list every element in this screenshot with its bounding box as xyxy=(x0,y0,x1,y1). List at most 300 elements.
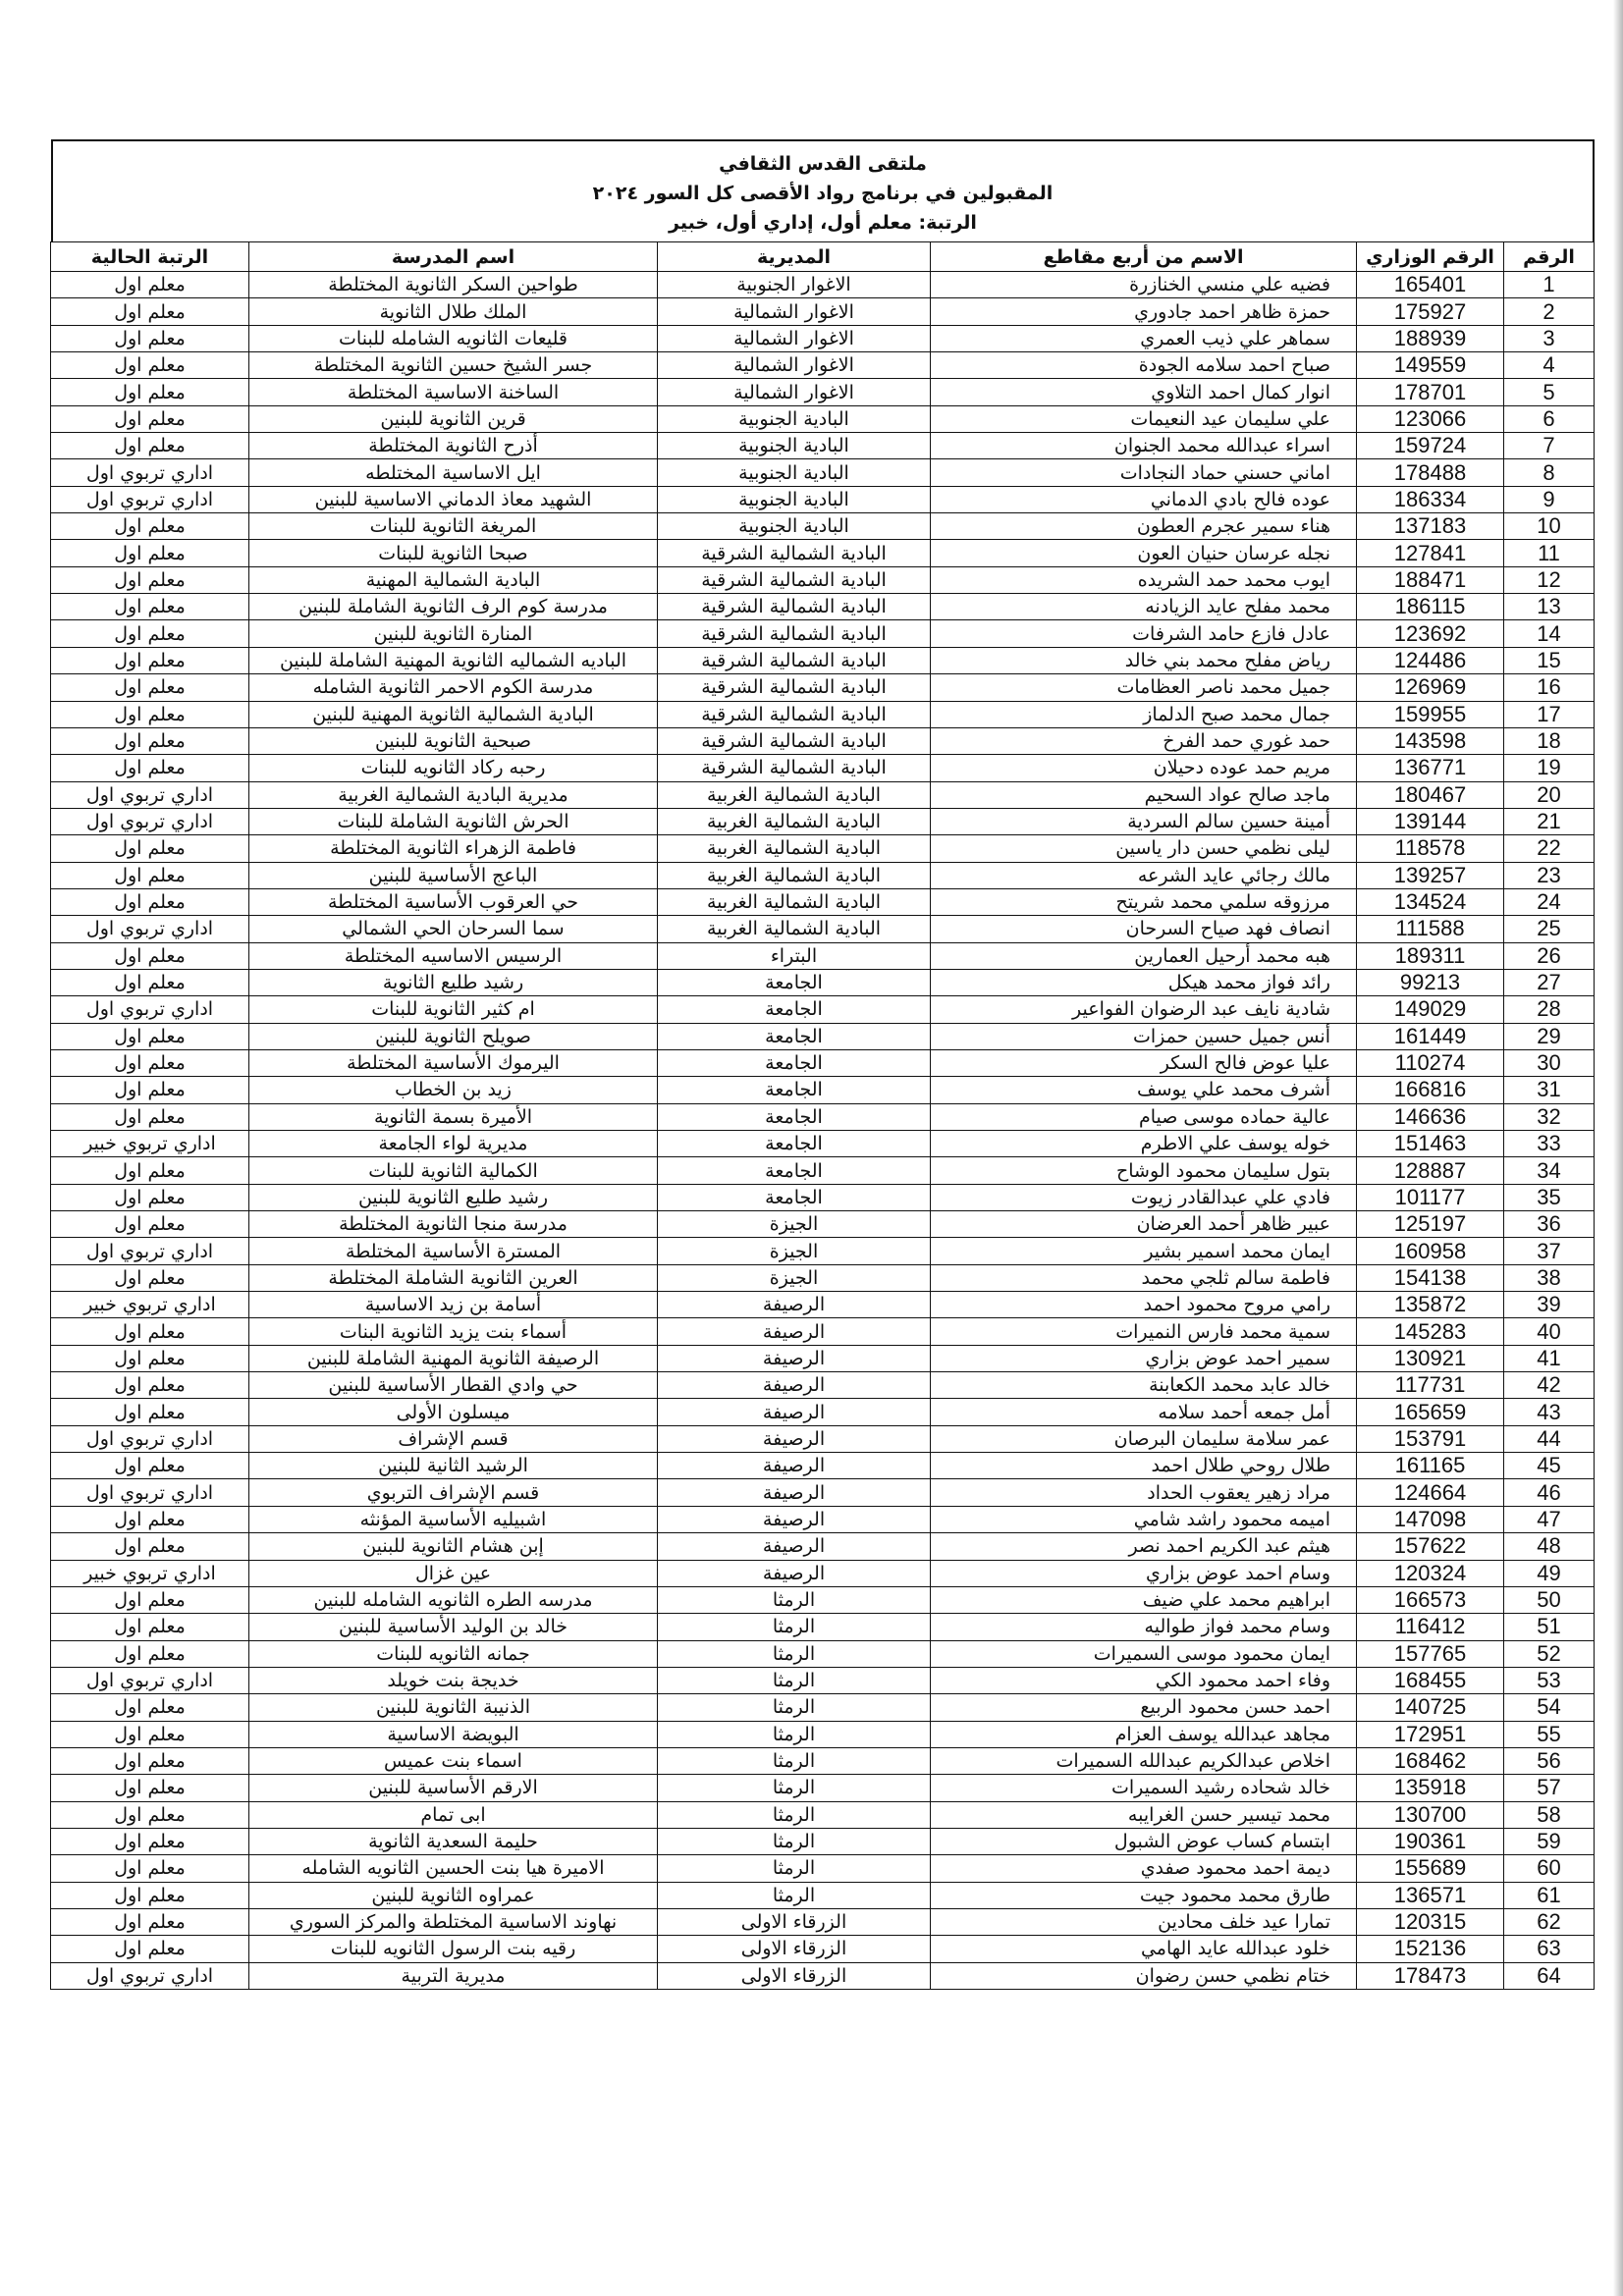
cell-name: انوار كمال احمد التلاوي xyxy=(931,379,1357,405)
cell-num: 11 xyxy=(1504,540,1595,566)
cell-directorate: الرمثا xyxy=(658,1614,931,1640)
cell-num: 19 xyxy=(1504,755,1595,781)
cell-directorate: الرمثا xyxy=(658,1586,931,1613)
cell-num: 40 xyxy=(1504,1318,1595,1345)
cell-directorate: الرمثا xyxy=(658,1747,931,1774)
table-row xyxy=(51,1425,1595,1452)
cell-name: عوده فالح بادي الدماني xyxy=(931,486,1357,512)
table-row xyxy=(51,594,1595,620)
cell-rank: معلم اول xyxy=(51,1721,249,1747)
table-row xyxy=(51,942,1595,969)
cell-directorate: البادية الشمالية الشرقية xyxy=(658,674,931,701)
cell-name: عليا عوض فالح السكر xyxy=(931,1049,1357,1076)
table-row xyxy=(51,1775,1595,1801)
table-row xyxy=(51,325,1595,351)
cell-num: 44 xyxy=(1504,1425,1595,1452)
table-row xyxy=(51,1049,1595,1076)
cell-num: 47 xyxy=(1504,1506,1595,1532)
cell-directorate: الرمثا xyxy=(658,1694,931,1721)
cell-directorate: البادية الجنوبية xyxy=(658,405,931,432)
cell-school: اشبيليه الأساسية المؤنثه xyxy=(249,1506,658,1532)
cell-num: 59 xyxy=(1504,1828,1595,1854)
cell-name: انصاف فهد صياح السرحان xyxy=(931,916,1357,942)
cell-school: حي العرقوب الأساسية المختلطة xyxy=(249,888,658,915)
table-row xyxy=(51,1453,1595,1479)
cell-num: 37 xyxy=(1504,1238,1595,1264)
cell-rank: معلم اول xyxy=(51,352,249,379)
cell-num: 54 xyxy=(1504,1694,1595,1721)
cell-school: المسترة الأساسية المختلطة xyxy=(249,1238,658,1264)
cell-num: 64 xyxy=(1504,1962,1595,1989)
cell-num: 31 xyxy=(1504,1077,1595,1103)
cell-rank: اداري تربوي اول xyxy=(51,486,249,512)
cell-ministry-id: 118578 xyxy=(1357,835,1504,862)
table-row xyxy=(51,1614,1595,1640)
cell-school: جسر الشيخ حسين الثانوية المختلطة xyxy=(249,352,658,379)
cell-ministry-id: 161449 xyxy=(1357,1023,1504,1049)
table-row xyxy=(51,1908,1595,1935)
cell-ministry-id: 130921 xyxy=(1357,1345,1504,1371)
cell-ministry-id: 143598 xyxy=(1357,727,1504,754)
cell-school: صبحا الثانوية للبنات xyxy=(249,540,658,566)
cell-rank: اداري تربوي خبير xyxy=(51,1131,249,1157)
cell-school: حي وادي القطار الأساسية للبنين xyxy=(249,1372,658,1399)
cell-directorate: البادية الجنوبية xyxy=(658,486,931,512)
cell-school: الكمالية الثانوية للبنات xyxy=(249,1157,658,1184)
cell-directorate: البادية الشمالية الغربية xyxy=(658,835,931,862)
cell-ministry-id: 186334 xyxy=(1357,486,1504,512)
cell-directorate: البادية الشمالية الشرقية xyxy=(658,540,931,566)
cell-rank: اداري تربوي اول xyxy=(51,1962,249,1989)
cell-rank: معلم اول xyxy=(51,1801,249,1828)
cell-rank: معلم اول xyxy=(51,1640,249,1667)
cell-num: 15 xyxy=(1504,647,1595,673)
cell-directorate: الرمثا xyxy=(658,1828,931,1854)
cell-rank: معلم اول xyxy=(51,1882,249,1908)
cell-school: العرين الثانوية الشاملة المختلطة xyxy=(249,1264,658,1291)
cell-ministry-id: 130700 xyxy=(1357,1801,1504,1828)
cell-directorate: البادية الجنوبية xyxy=(658,433,931,459)
cell-directorate: البادية الشمالية الشرقية xyxy=(658,566,931,593)
cell-ministry-id: 120315 xyxy=(1357,1908,1504,1935)
cell-directorate: البادية الشمالية الشرقية xyxy=(658,755,931,781)
cell-directorate: الاغوار الشمالية xyxy=(658,379,931,405)
cell-school: عمراوه الثانوية للبنين xyxy=(249,1882,658,1908)
cell-name: مجاهد عبدالله يوسف العزام xyxy=(931,1721,1357,1747)
cell-directorate: الرمثا xyxy=(658,1855,931,1882)
cell-ministry-id: 99213 xyxy=(1357,969,1504,995)
cell-school: ابى تمام xyxy=(249,1801,658,1828)
table-row xyxy=(51,1318,1595,1345)
cell-school: ام كثير الثانوية للبنات xyxy=(249,996,658,1023)
cell-ministry-id: 155689 xyxy=(1357,1855,1504,1882)
cell-ministry-id: 127841 xyxy=(1357,540,1504,566)
cell-ministry-id: 159724 xyxy=(1357,433,1504,459)
cell-name: اسراء عبدالله محمد الجنوان xyxy=(931,433,1357,459)
table-row xyxy=(51,1721,1595,1747)
cell-name: جميل محمد ناصر العظامات xyxy=(931,674,1357,701)
cell-num: 36 xyxy=(1504,1211,1595,1238)
table-row xyxy=(51,1560,1595,1586)
cell-num: 26 xyxy=(1504,942,1595,969)
table-row xyxy=(51,1131,1595,1157)
cell-rank: معلم اول xyxy=(51,1506,249,1532)
cell-num: 5 xyxy=(1504,379,1595,405)
cell-num: 25 xyxy=(1504,916,1595,942)
cell-num: 63 xyxy=(1504,1936,1595,1962)
cell-ministry-id: 188939 xyxy=(1357,325,1504,351)
cell-directorate: الزرقاء الاولى xyxy=(658,1936,931,1962)
table-row xyxy=(51,1292,1595,1318)
cell-name: ماجد صالح عواد السحيم xyxy=(931,781,1357,808)
cell-school: الساخنة الاساسية المختلطة xyxy=(249,379,658,405)
cell-rank: معلم اول xyxy=(51,272,249,298)
table-row xyxy=(51,1882,1595,1908)
cell-school: مدرسه الطره الثانويه الشامله للبنين xyxy=(249,1586,658,1613)
table-row xyxy=(51,513,1595,540)
cell-school: خديجة بنت خويلد xyxy=(249,1667,658,1693)
cell-num: 50 xyxy=(1504,1586,1595,1613)
cell-num: 16 xyxy=(1504,674,1595,701)
table-row xyxy=(51,727,1595,754)
cell-num: 6 xyxy=(1504,405,1595,432)
cell-directorate: الرصيفة xyxy=(658,1560,931,1586)
cell-name: عالية حماده موسى صيام xyxy=(931,1103,1357,1130)
cell-rank: معلم اول xyxy=(51,1694,249,1721)
cell-directorate: الرمثا xyxy=(658,1882,931,1908)
cell-school: صبحية الثانوية للبنين xyxy=(249,727,658,754)
cell-name: ابتسام كساب عوض الشبول xyxy=(931,1828,1357,1854)
cell-rank: اداري تربوي اول xyxy=(51,781,249,808)
cell-name: اخلاص عبدالكريم عبدالله السميرات xyxy=(931,1747,1357,1774)
cell-name: ابراهيم محمد علي ضيف xyxy=(931,1586,1357,1613)
cell-directorate: الجامعة xyxy=(658,1157,931,1184)
cell-rank: معلم اول xyxy=(51,647,249,673)
cell-num: 33 xyxy=(1504,1131,1595,1157)
cell-ministry-id: 145283 xyxy=(1357,1318,1504,1345)
cell-ministry-id: 120324 xyxy=(1357,1560,1504,1586)
cell-name: خالد شحاده رشيد السميرات xyxy=(931,1775,1357,1801)
cell-rank: معلم اول xyxy=(51,379,249,405)
cell-ministry-id: 165659 xyxy=(1357,1399,1504,1425)
cell-ministry-id: 159955 xyxy=(1357,701,1504,727)
accepted-table xyxy=(50,241,1595,1990)
cell-school: مدرسة كوم الرف الثانوية الشاملة للبنين xyxy=(249,594,658,620)
table-row xyxy=(51,1962,1595,1989)
cell-rank: معلم اول xyxy=(51,433,249,459)
cell-name: جمال محمد صبح الدلماز xyxy=(931,701,1357,727)
cell-ministry-id: 126969 xyxy=(1357,674,1504,701)
cell-school: مدرسة منجا الثانوية المختلطة xyxy=(249,1211,658,1238)
cell-num: 9 xyxy=(1504,486,1595,512)
cell-school: البادية الشمالية الثانوية المهنية للبنين xyxy=(249,701,658,727)
cell-rank: معلم اول xyxy=(51,1157,249,1184)
cell-school: سما السرحان الحي الشمالي xyxy=(249,916,658,942)
cell-rank: معلم اول xyxy=(51,674,249,701)
cell-rank: معلم اول xyxy=(51,594,249,620)
cell-directorate: الاغوار الشمالية xyxy=(658,352,931,379)
cell-name: تمارا عيد خلف محادين xyxy=(931,1908,1357,1935)
cell-directorate: الرصيفة xyxy=(658,1399,931,1425)
cell-rank: معلم اول xyxy=(51,1318,249,1345)
cell-school: الباديه الشماليه الثانوية المهنية الشاملة للبنين xyxy=(249,647,658,673)
cell-directorate: البادية الشمالية الشرقية xyxy=(658,620,931,647)
cell-ministry-id: 168462 xyxy=(1357,1747,1504,1774)
cell-num: 38 xyxy=(1504,1264,1595,1291)
cell-rank: معلم اول xyxy=(51,727,249,754)
cell-num: 14 xyxy=(1504,620,1595,647)
cell-name: فاطمة سالم ثلجي محمد xyxy=(931,1264,1357,1291)
cell-ministry-id: 139257 xyxy=(1357,862,1504,888)
table-row xyxy=(51,459,1595,486)
cell-ministry-id: 157622 xyxy=(1357,1533,1504,1560)
cell-school: المنارة الثانوية للبنين xyxy=(249,620,658,647)
cell-rank: معلم اول xyxy=(51,942,249,969)
cell-school: جمانه الثانويه للبنات xyxy=(249,1640,658,1667)
cell-school: الرشيد الثانية للبنين xyxy=(249,1453,658,1479)
cell-directorate: الجيزة xyxy=(658,1238,931,1264)
cell-school: رحبه ركاد الثانويه للبنات xyxy=(249,755,658,781)
cell-rank: معلم اول xyxy=(51,540,249,566)
col-header-ministry-id: الرقم الوزاري xyxy=(1357,242,1504,272)
table-row xyxy=(51,1533,1595,1560)
cell-num: 20 xyxy=(1504,781,1595,808)
table-row xyxy=(51,862,1595,888)
cell-name: خوله يوسف علي الاطرم xyxy=(931,1131,1357,1157)
cell-rank: اداري تربوي اول xyxy=(51,916,249,942)
table-body xyxy=(51,272,1595,1990)
cell-num: 41 xyxy=(1504,1345,1595,1371)
cell-school: الشهيد معاذ الدماني الاساسية للبنين xyxy=(249,486,658,512)
cell-school: الأميرة بسمة الثانوية xyxy=(249,1103,658,1130)
scan-edge xyxy=(1613,0,1623,2296)
cell-ministry-id: 139144 xyxy=(1357,808,1504,834)
cell-name: طلال روحي طلال احمد xyxy=(931,1453,1357,1479)
cell-ministry-id: 123066 xyxy=(1357,405,1504,432)
cell-ministry-id: 178488 xyxy=(1357,459,1504,486)
cell-num: 13 xyxy=(1504,594,1595,620)
cell-name: اميمه محمود راشد شامي xyxy=(931,1506,1357,1532)
cell-directorate: الرمثا xyxy=(658,1775,931,1801)
table-row xyxy=(51,1077,1595,1103)
table-row xyxy=(51,888,1595,915)
cell-name: فادي علي عبدالقادر زيوت xyxy=(931,1184,1357,1210)
cell-rank: معلم اول xyxy=(51,1345,249,1371)
cell-name: ايمان محمد اسمير بشير xyxy=(931,1238,1357,1264)
cell-rank: معلم اول xyxy=(51,1184,249,1210)
cell-name: سمية محمد فارس النميرات xyxy=(931,1318,1357,1345)
cell-name: خالد عابد محمد الكعابنة xyxy=(931,1372,1357,1399)
cell-num: 27 xyxy=(1504,969,1595,995)
cell-directorate: الرصيفة xyxy=(658,1506,931,1532)
cell-directorate: البادية الشمالية الشرقية xyxy=(658,647,931,673)
cell-school: مديرية البادية الشمالية الغربية xyxy=(249,781,658,808)
cell-num: 23 xyxy=(1504,862,1595,888)
cell-num: 45 xyxy=(1504,1453,1595,1479)
table-row xyxy=(51,755,1595,781)
cell-num: 4 xyxy=(1504,352,1595,379)
table-row xyxy=(51,272,1595,298)
cell-rank: معلم اول xyxy=(51,1453,249,1479)
cell-name: هيثم عبد الكريم احمد نصر xyxy=(931,1533,1357,1560)
cell-school: الحرش الثانوية الشاملة للبنات xyxy=(249,808,658,834)
cell-school: أذرح الثانوية المختلطة xyxy=(249,433,658,459)
cell-directorate: البادية الشمالية الغربية xyxy=(658,916,931,942)
cell-directorate: الرصيفة xyxy=(658,1292,931,1318)
cell-directorate: الاغوار الجنوبية xyxy=(658,272,931,298)
col-header-num: الرقم xyxy=(1504,242,1595,272)
table-header-row xyxy=(51,242,1595,272)
table-row xyxy=(51,1936,1595,1962)
cell-directorate: البادية الشمالية الغربية xyxy=(658,888,931,915)
cell-school: الملك طلال الثانوية xyxy=(249,298,658,325)
col-header-school: اسم المدرسة xyxy=(249,242,658,272)
cell-ministry-id: 172951 xyxy=(1357,1721,1504,1747)
cell-num: 28 xyxy=(1504,996,1595,1023)
cell-directorate: البادية الشمالية الشرقية xyxy=(658,727,931,754)
cell-ministry-id: 124664 xyxy=(1357,1479,1504,1506)
cell-name: هناء سمير عجرم العطون xyxy=(931,513,1357,540)
table-row xyxy=(51,916,1595,942)
cell-school: المريغة الثانوية للبنات xyxy=(249,513,658,540)
cell-ministry-id: 157765 xyxy=(1357,1640,1504,1667)
cell-directorate: البادية الشمالية الشرقية xyxy=(658,701,931,727)
cell-ministry-id: 165401 xyxy=(1357,272,1504,298)
document-sheet xyxy=(51,139,1595,1990)
cell-name: ليلى نظمي حسن دار ياسين xyxy=(931,835,1357,862)
cell-school: طواحين السكر الثانوية المختلطة xyxy=(249,272,658,298)
cell-num: 30 xyxy=(1504,1049,1595,1076)
cell-ministry-id: 175927 xyxy=(1357,298,1504,325)
cell-num: 12 xyxy=(1504,566,1595,593)
table-row xyxy=(51,1586,1595,1613)
cell-school: ميسلون الأولى xyxy=(249,1399,658,1425)
cell-name: علي سليمان عيد النعيمات xyxy=(931,405,1357,432)
cell-name: مالك رجائي عايد الشرعه xyxy=(931,862,1357,888)
table-row xyxy=(51,996,1595,1023)
cell-num: 52 xyxy=(1504,1640,1595,1667)
table-row xyxy=(51,1694,1595,1721)
cell-ministry-id: 178473 xyxy=(1357,1962,1504,1989)
cell-ministry-id: 168455 xyxy=(1357,1667,1504,1693)
cell-directorate: الرصيفة xyxy=(658,1453,931,1479)
cell-rank: معلم اول xyxy=(51,1399,249,1425)
cell-ministry-id: 137183 xyxy=(1357,513,1504,540)
cell-num: 51 xyxy=(1504,1614,1595,1640)
cell-num: 58 xyxy=(1504,1801,1595,1828)
cell-rank: معلم اول xyxy=(51,405,249,432)
cell-directorate: الجيزة xyxy=(658,1211,931,1238)
table-row xyxy=(51,835,1595,862)
cell-directorate: الجامعة xyxy=(658,1023,931,1049)
cell-name: سمير احمد عوض بزاري xyxy=(931,1345,1357,1371)
cell-ministry-id: 180467 xyxy=(1357,781,1504,808)
cell-num: 57 xyxy=(1504,1775,1595,1801)
table-row xyxy=(51,1372,1595,1399)
table-row xyxy=(51,701,1595,727)
cell-num: 18 xyxy=(1504,727,1595,754)
cell-directorate: البادية الشمالية الغربية xyxy=(658,808,931,834)
cell-num: 21 xyxy=(1504,808,1595,834)
cell-school: رشيد طليع الثانوية xyxy=(249,969,658,995)
table-row xyxy=(51,1023,1595,1049)
cell-num: 56 xyxy=(1504,1747,1595,1774)
cell-directorate: البادية الشمالية الشرقية xyxy=(658,594,931,620)
cell-num: 39 xyxy=(1504,1292,1595,1318)
cell-name: حمد غوري حمد الفرخ xyxy=(931,727,1357,754)
table-row xyxy=(51,1747,1595,1774)
cell-directorate: البادية الجنوبية xyxy=(658,459,931,486)
cell-ministry-id: 135918 xyxy=(1357,1775,1504,1801)
cell-school: اسماء بنت عميس xyxy=(249,1747,658,1774)
cell-name: مراد زهير يعقوب الحداد xyxy=(931,1479,1357,1506)
table-row xyxy=(51,1264,1595,1291)
cell-rank: معلم اول xyxy=(51,1908,249,1935)
document-header xyxy=(51,139,1595,241)
cell-directorate: الرمثا xyxy=(658,1721,931,1747)
cell-rank: معلم اول xyxy=(51,1023,249,1049)
table-row xyxy=(51,1506,1595,1532)
cell-school: أسماء بنت يزيد الثانوية البنات xyxy=(249,1318,658,1345)
cell-rank: معلم اول xyxy=(51,1614,249,1640)
cell-rank: معلم اول xyxy=(51,1077,249,1103)
cell-directorate: الجامعة xyxy=(658,996,931,1023)
cell-school: الاميرة هيا بنت الحسين الثانويه الشامله xyxy=(249,1855,658,1882)
cell-name: وسام محمد فواز طواليه xyxy=(931,1614,1357,1640)
cell-name: شادية نايف عبد الرضوان الفواعير xyxy=(931,996,1357,1023)
cell-num: 32 xyxy=(1504,1103,1595,1130)
cell-name: أنس جميل حسين حمزات xyxy=(931,1023,1357,1049)
table-row xyxy=(51,298,1595,325)
cell-name: أمل جمعه أحمد سلامه xyxy=(931,1399,1357,1425)
cell-rank: معلم اول xyxy=(51,325,249,351)
cell-rank: اداري تربوي اول xyxy=(51,1479,249,1506)
cell-name: اماني حسني حماد النجادات xyxy=(931,459,1357,486)
cell-school: عين غزال xyxy=(249,1560,658,1586)
program-title: المقبولين في برنامج رواد الأقصى كل السور ٢٠٢٤ xyxy=(592,183,1054,204)
table-row xyxy=(51,1828,1595,1854)
col-header-name: الاسم من أربع مقاطع xyxy=(931,242,1357,272)
table-row xyxy=(51,1855,1595,1882)
cell-directorate: البتراء xyxy=(658,942,931,969)
table-row xyxy=(51,1479,1595,1506)
cell-name: عمر سلامة سليمان البرصان xyxy=(931,1425,1357,1452)
cell-num: 7 xyxy=(1504,433,1595,459)
cell-rank: معلم اول xyxy=(51,1747,249,1774)
table-row xyxy=(51,969,1595,995)
cell-school: ايل الاساسية المختلطه xyxy=(249,459,658,486)
cell-num: 62 xyxy=(1504,1908,1595,1935)
cell-school: الرصيفة الثانوية المهنية الشاملة للبنين xyxy=(249,1345,658,1371)
cell-rank: معلم اول xyxy=(51,1372,249,1399)
cell-ministry-id: 160958 xyxy=(1357,1238,1504,1264)
cell-school: مديرية لواء الجامعة xyxy=(249,1131,658,1157)
cell-directorate: الزرقاء الاولى xyxy=(658,1908,931,1935)
org-title: ملتقى القدس الثقافي xyxy=(719,153,927,175)
cell-ministry-id: 149029 xyxy=(1357,996,1504,1023)
table-row xyxy=(51,1667,1595,1693)
cell-ministry-id: 166573 xyxy=(1357,1586,1504,1613)
cell-directorate: الرصيفة xyxy=(658,1372,931,1399)
cell-ministry-id: 140725 xyxy=(1357,1694,1504,1721)
cell-rank: معلم اول xyxy=(51,862,249,888)
cell-rank: معلم اول xyxy=(51,969,249,995)
cell-name: أمينة حسين سالم السردية xyxy=(931,808,1357,834)
cell-ministry-id: 136571 xyxy=(1357,1882,1504,1908)
cell-num: 55 xyxy=(1504,1721,1595,1747)
cell-school: زيد بن الخطاب xyxy=(249,1077,658,1103)
cell-school: قليعات الثانويه الشامله للبنات xyxy=(249,325,658,351)
